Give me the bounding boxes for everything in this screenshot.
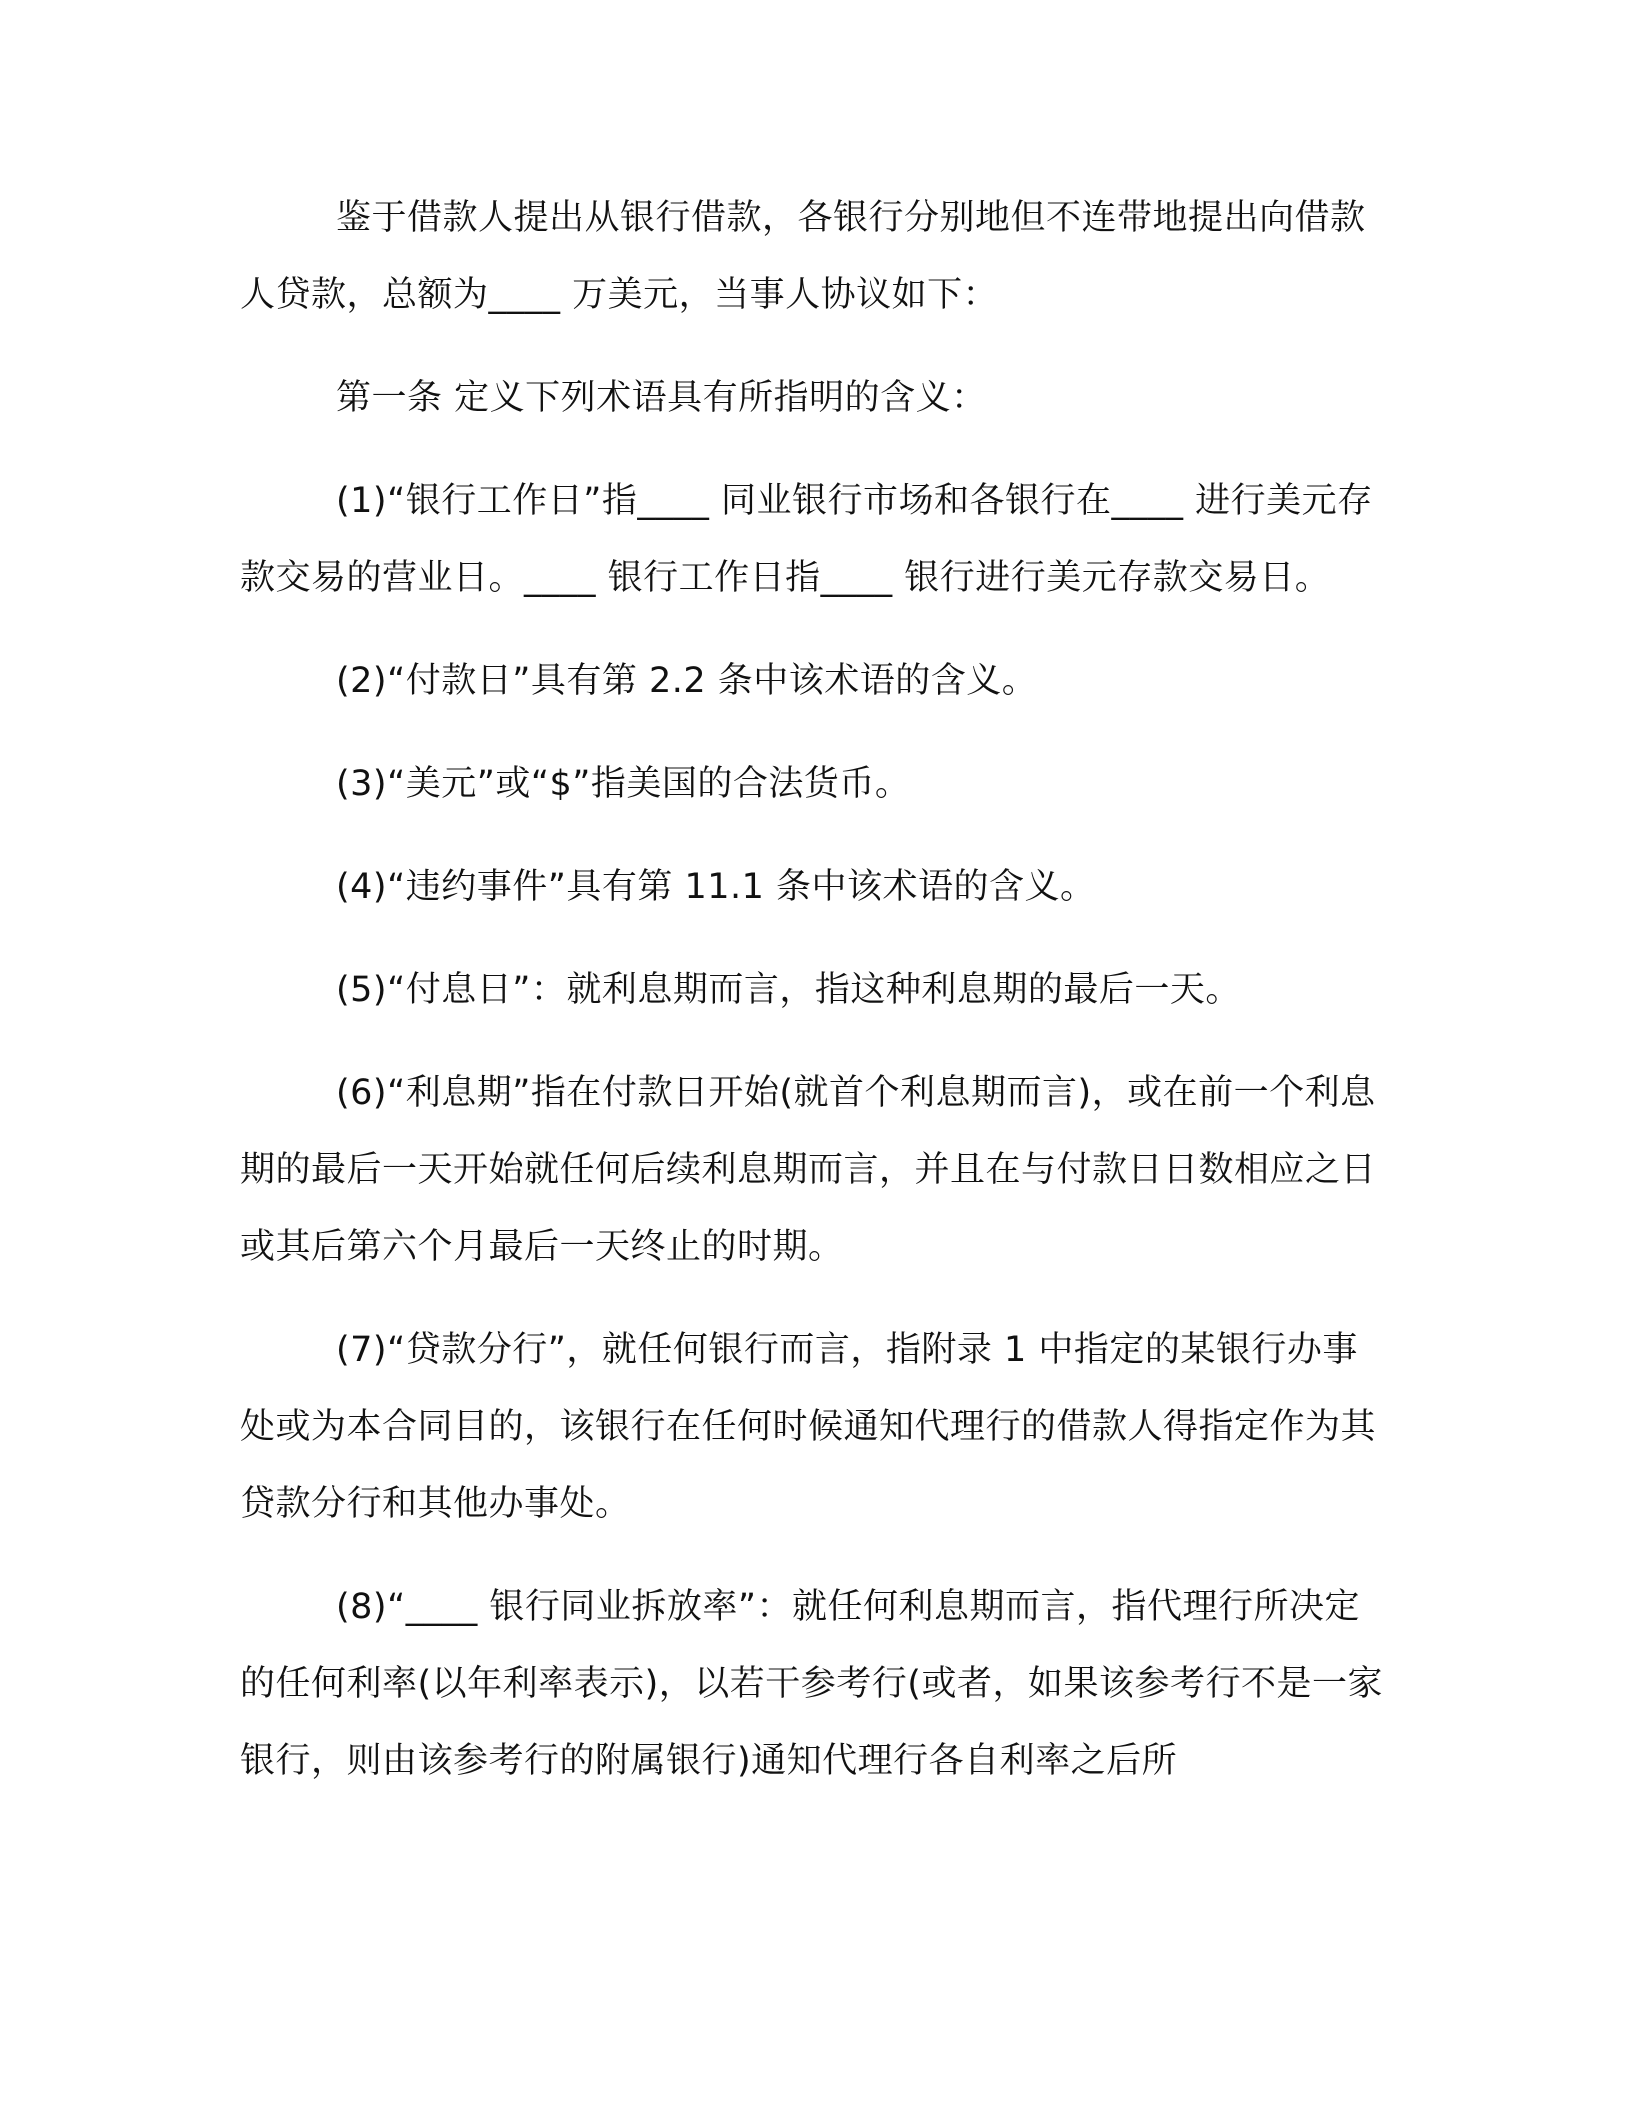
definition-7-lending-office: (7)“贷款分行”，就任何银行而言，指附录 1 中指定的某银行办事处或为本合同目的，该银行在任何时候通知代理行的借款人得指定作为其贷款分行和其他办事处。 (240, 1330, 1377, 1524)
definition-4-event-of-default: (4)“违约事件”具有第 11.1 条中该术语的含义。 (336, 867, 1096, 907)
definition-2-payment-date: (2)“付款日”具有第 2.2 条中该术语的含义。 (336, 661, 1038, 701)
definition-3-dollar: (3)“美元”或“$”指美国的合法货币。 (336, 764, 911, 804)
preamble-paragraph: 鉴于借款人提出从银行借款，各银行分别地但不连带地提出向借款人贷款，总额为____ 万美元，当事人协议如下： (240, 198, 1366, 315)
definition-6-interest-period: (6)“利息期”指在付款日开始(就首个利息期而言)，或在前一个利息期的最后一天开始就任何后续利息期而言，并且在与付款日日数相应之日或其后第六个月最后一天终止的时期。 (240, 1073, 1377, 1267)
document-page (240, 180, 1390, 1800)
definition-8-interbank-offered-rate: (8)“____ 银行同业拆放率”：就任何利息期而言，指代理行所决定的任何利率(以年利率表示)，以若干参考行(或者，如果该参考行不是一家银行，则由该参考行的附属银行)通知代理行各自利率之后所 (240, 1587, 1383, 1781)
definition-5-interest-payment-date: (5)“付息日”：就利息期而言，指这种利息期的最后一天。 (336, 970, 1241, 1010)
article-1-heading: 第一条 定义下列术语具有所指明的含义： (336, 378, 987, 418)
definition-1-bank-business-day: (1)“银行工作日”指____ 同业银行市场和各银行在____ 进行美元存款交易的营业日。____ 银行工作日指____ 银行进行美元存款交易日。 (240, 481, 1373, 598)
